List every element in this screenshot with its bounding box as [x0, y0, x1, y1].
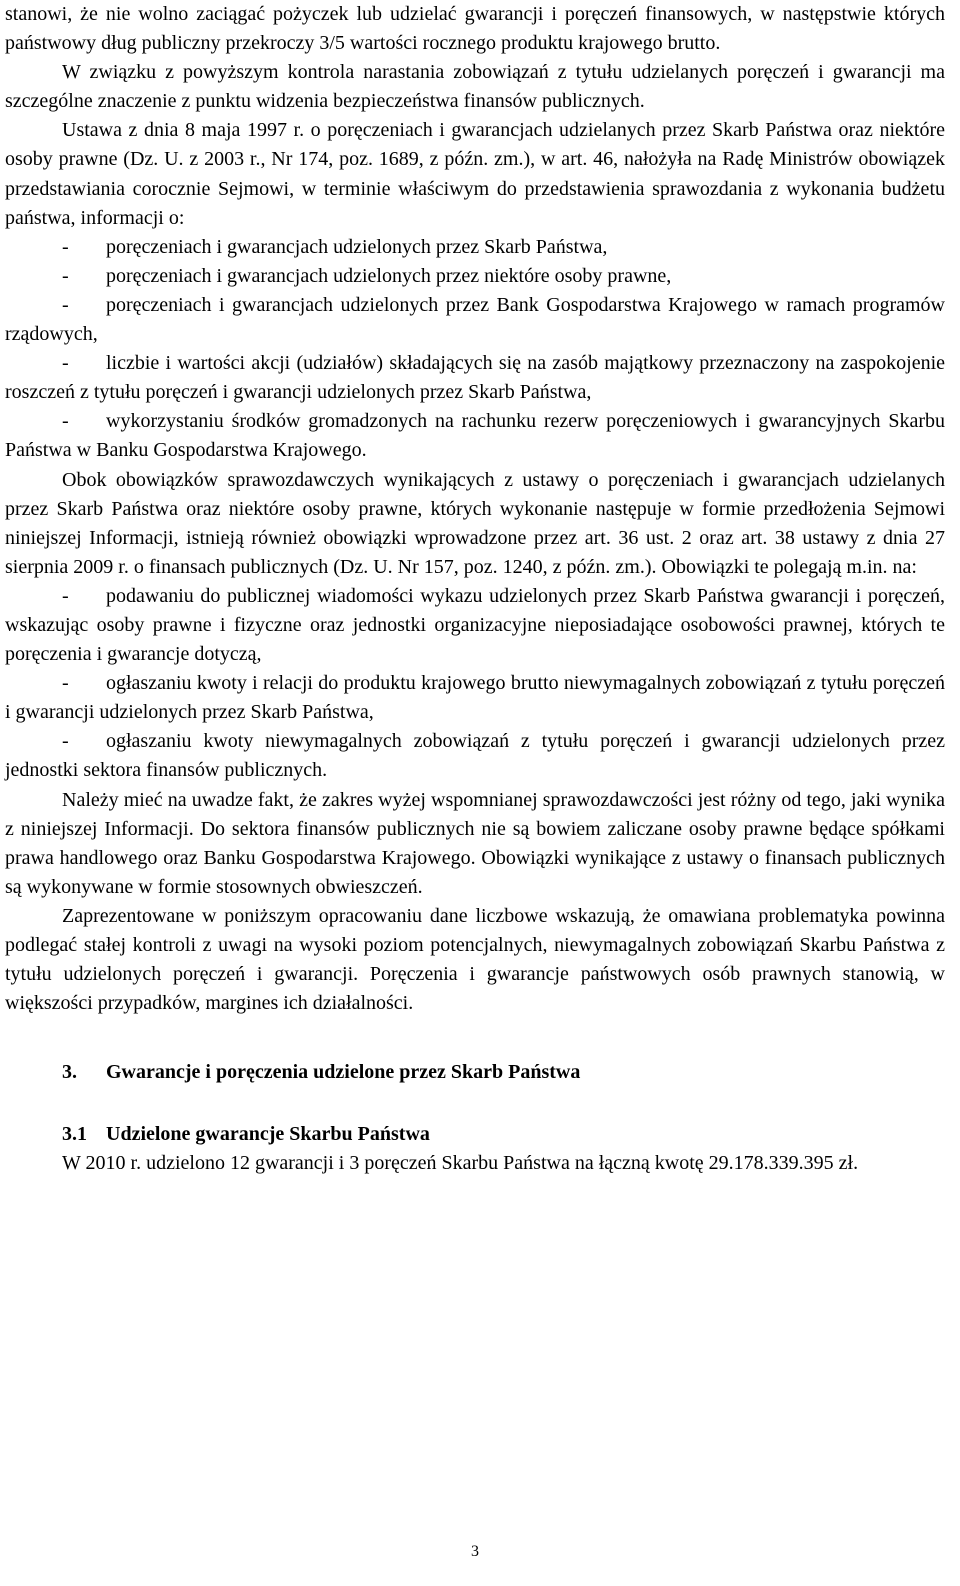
list-dash: -: [62, 584, 69, 607]
list-dash: -: [62, 293, 69, 316]
paragraph-control: W związku z powyższym kontrola narastania zobowiązań z tytułu udzielanych poręczeń i gwarancji ma szczególne znaczenie z punktu widzenia bezpieczeństwa finansów publicznych.: [5, 61, 945, 113]
list-dash: -: [62, 352, 69, 375]
section-heading: [5, 1058, 945, 1087]
list-dash: -: [62, 672, 69, 695]
page-number: 3: [471, 1543, 479, 1560]
paragraph-intro-continuation: stanowi, że nie wolno zaciągać pożyczek lub udzielać gwarancji i poręczeń finansowych, w następstwie których państwowy dług publiczny przekroczy 3/5 wartości rocznego produktu krajowego brutto.: [5, 3, 945, 55]
paragraph-scope-difference: Należy mieć na uwadze fakt, że zakres wyżej wspomnianej sprawozdawczości jest różny od tego, jaki wynika z niniejszej Informacji. Do sektora finansów publicznych nie są bowiem zaliczane osoby prawne będące spółkami prawa handlowego oraz Banku Gospodarstwa Krajowego. Obowiązki wynikające z ustawy o finansach publicznych są wykonywane w formie stosownych obwieszczeń.: [5, 788, 945, 898]
paragraph-reporting-obligations: Obok obowiązków sprawozdawczych wynikających z ustawy o poręczeniach i gwarancjach udzielanych przez Skarb Państwa oraz niektóre osoby prawne, których wykonanie następuje w formie przedłożenia Sejmowi niniejszej Informacji, istnieją również obowiązki wprowadzone przez art. 36 ust. 2 oraz art. 38 ustawy z dnia 27 sierpnia 2009 r. o finansach publicznych (Dz. U. Nr 157, poz. 1240, z późn. zm.). Obowiązki te polegają m.in. na:: [5, 468, 945, 578]
list-item: - poręczeniach i gwarancjach udzielonych przez Skarb Państwa,: [5, 233, 945, 262]
paragraph-guarantees-2010: W 2010 r. udzielono 12 gwarancji i 3 poręczeń Skarbu Państwa na łączną kwotę 29.178.339.395 zł.: [62, 1152, 859, 1175]
paragraph-act-1997: Ustawa z dnia 8 maja 1997 r. o poręczeniach i gwarancjach udzielanych przez Skarb Państwa oraz niektóre osoby prawne (Dz. U. z 2003 r., Nr 174, poz. 1689, z późn. zm.), w art. 46, nałożyła na Radę Ministrów obowiązek przedstawiania corocznie Sejmowi, w terminie właściwym do przedstawienia sprawozdania z wykonania budżetu państwa, informacji o:: [5, 119, 945, 229]
section-title: Gwarancje i poręczenia udzielone przez Skarb Państwa: [106, 1061, 581, 1084]
list-item: - poręczeniach i gwarancjach udzielonych przez Bank Gospodarstwa Krajowego w ramach programów rządowych,: [5, 291, 945, 349]
list-item: - wykorzystaniu środków gromadzonych na rachunku rezerw poręczeniowych i gwarancyjnych Skarbu Państwa w Banku Gospodarstwa Krajowego.: [5, 407, 945, 465]
document-page: [5, 0, 945, 1586]
subsection-title: Udzielone gwarancje Skarbu Państwa: [106, 1123, 430, 1146]
list-item: - liczbie i wartości akcji (udziałów) składających się na zasób majątkowy przeznaczony na zaspokojenie roszczeń z tytułu poręczeń i gwarancji udzielonych przez Skarb Państwa,: [5, 349, 945, 407]
list-item: - podawaniu do publicznej wiadomości wykazu udzielonych przez Skarb Państwa gwarancji i poręczeń, wskazując osoby prawne i fizyczne oraz jednostki organizacyjne nieposiadające osobowości prawnej, których te poręczenia i gwarancje dotyczą,: [5, 582, 945, 669]
list-item: - ogłaszaniu kwoty i relacji do produktu krajowego brutto niewymagalnych zobowiązań z tytułu poręczeń i gwarancji udzielonych przez Skarb Państwa,: [5, 669, 945, 727]
section-number: 3.: [62, 1061, 77, 1084]
obligations-list: [5, 582, 945, 786]
information-list: [5, 233, 945, 466]
list-dash: -: [62, 730, 69, 753]
list-dash: -: [62, 410, 69, 433]
list-dash: -: [62, 235, 69, 258]
list-item: - poręczeniach i gwarancjach udzielonych przez niektóre osoby prawne,: [5, 262, 945, 291]
list-item: - ogłaszaniu kwoty niewymagalnych zobowiązań z tytułu poręczeń i gwarancji udzielonych przez jednostki sektora finansów publicznych.: [5, 727, 945, 785]
subsection-heading: [5, 1120, 945, 1149]
paragraph-presented-data: Zaprezentowane w poniższym opracowaniu dane liczbowe wskazują, że omawiana problematyka powinna podlegać stałej kontroli z uwagi na wysoki poziom potencjalnych, niewymagalnych zobowiązań Skarbu Państwa z tytułu udzielonych poręczeń i gwarancji. Poręczenia i gwarancje państwowych osób prawnych stanowią, w większości przypadków, margines ich działalności.: [5, 904, 945, 1015]
subsection-number: 3.1: [62, 1123, 87, 1146]
list-dash: -: [62, 264, 69, 287]
